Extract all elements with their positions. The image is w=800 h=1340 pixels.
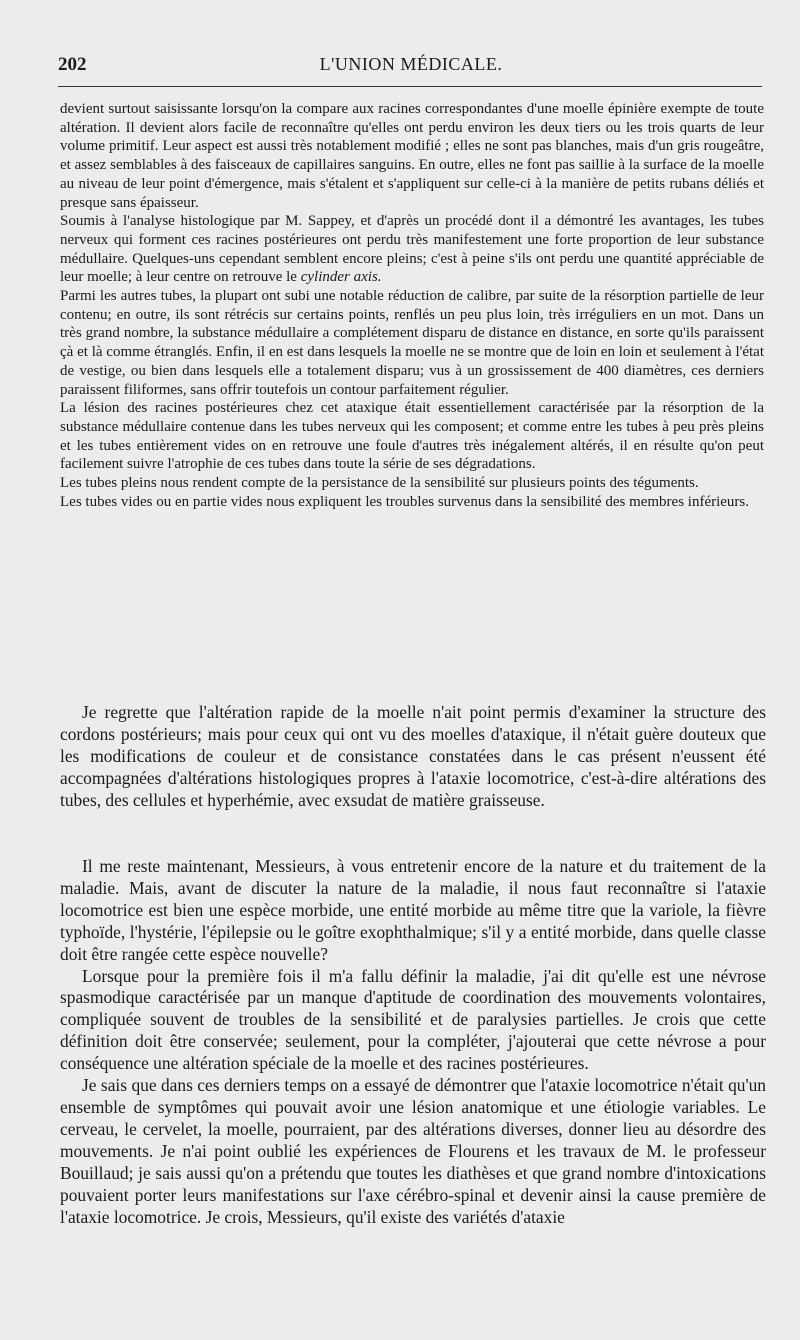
paragraph: Il me reste maintenant, Messieurs, à vous entretenir encore de la nature et du traitement de la maladie. Mais, avant de discuter la nature de la maladie, il nous faut reconnaître si l'ataxie locomotrice est bien une espèce morbide, une entité morbide au même titre que la variole, la fièvre typhoïde, l'hystérie, l'épilepsie ou le goître exophthalmique; s'il y a entité morbide, dans quelle classe doit être rangée cette espèce nouvelle? xyxy=(60,856,766,964)
paragraph: La lésion des racines postérieures chez cet ataxique était essentiellement caractérisée par la résorption de la substance médullaire contenue dans les tubes nerveux qui les composent; et comme entre les tubes à peu près pleins et les tubes entièrement vides on en retrouve une foule d'autres très inégalement altérés, il en résulte qu'on peut facilement suivre l'atrophie de ces tubes dans toute la série de ses dégradations. xyxy=(60,400,764,473)
paragraph: devient surtout saisissante lorsqu'on la compare aux racines correspondantes d'une moelle épinière exempte de toute altération. Il devient alors facile de reconnaître qu'elles ont perdu environ les deux tiers ou les trois quarts de leur volume primitif. Leur aspect est aussi très notablement modifié ; elles ne sont pas blanches, mais d'un gris rougeâtre, et assez semblables à des faisceaux de capillaires sanguins. En outre, elles ne font pas saillie à la surface de la moelle au niveau de leur point d'émergence, mais s'étalent et s'appliquent sur celle-ci à la manière de petits rubans déliés et presque sans épaisseur. xyxy=(60,101,764,211)
paragraph: Parmi les autres tubes, la plupart ont subi une notable réduction de calibre, par suite de la résorption partielle de leur contenu; en outre, ils sont rétrécis sur certains points, renflés un peu plus loin, très irréguliers en un mot. Dans un très grand nombre, la substance médullaire a complétement disparu de distance en distance, en sorte qu'ils paraissent çà et là comme étranglés. Enfin, il en est dans lesquels la moelle ne se montre que de loin en loin et seulement à l'état de vestige, ou bien dans lesquels elle a totalement disparu; vus à un grossissement de 400 diamètres, ces derniers paraissent filiformes, sans offrir toutefois un contour parfaitement régulier. xyxy=(60,288,764,398)
running-title: L'UNION MÉDICALE. xyxy=(319,54,503,74)
small-print-section xyxy=(60,100,764,511)
header-rule xyxy=(58,86,762,87)
paragraph-text: Soumis à l'analyse histologique par M. Sappey, et d'après un procédé dont il a démontré les avantages, les tubes nerveux qui forment ces racines postérieures ont perdu très manifestement une forte proportion de leur substance médullaire. Quelques-uns cependant semblent encore pleins; c'est à peine s'ils ont perdu une quantité appréciable de leur moelle; à leur centre on retrouve le xyxy=(60,213,764,286)
large-print-section-a xyxy=(60,702,766,812)
page-header xyxy=(58,54,764,82)
paragraph: Les tubes vides ou en partie vides nous expliquent les troubles survenus dans la sensibilité des membres inférieurs. xyxy=(60,493,750,510)
paragraph: Lorsque pour la première fois il m'a fallu définir la maladie, j'ai dit qu'elle est une névrose spasmodique caractérisée par un manque d'aptitude de coordination des mouvements volontaires, compliquée souvent de troubles de la sensibilité et de paralysies partielles. Je crois que cette définition doit être conservée; seulement, pour la compléter, j'ajouterai que cette névrose a pour conséquence une altération spéciale de la moelle et des racines postérieures. xyxy=(60,965,766,1074)
page-number: 202 xyxy=(58,54,87,75)
paragraph: Je sais que dans ces derniers temps on a essayé de démontrer que l'ataxie locomotrice n'était qu'un ensemble de symptômes qui pouvait avoir une lésion anatomique et une étiologie variables. Le cerveau, le cervelet, la moelle, pourraient, par des altérations diverses, donner lieu au désordre des mouvements. Je n'ai point oublié les expériences de Flourens et les travaux de M. le professeur Bouillaud; je sais aussi qu'on a prétendu que toutes les diathèses et que grand nombre d'intoxications pouvaient porter leurs manifestations sur l'axe cérébro-spinal et devenir ainsi la cause première de l'ataxie locomotrice. Je crois, Messieurs, qu'il existe des variétés d'ataxie xyxy=(60,1075,766,1227)
paragraph: Je regrette que l'altération rapide de la moelle n'ait point permis d'examiner la structure des cordons postérieurs; mais pour ceux qui ont vu des moelles d'ataxique, il n'était guère douteux que les modifications de couleur et de consistance constatées dans le cas présent n'eussent été accompagnées d'altérations histologiques propres à l'ataxie locomotrice, c'est-à-dire altérations des tubes, des cellules et hyperhémie, avec exsudat de matière graisseuse. xyxy=(60,702,766,810)
italic-term: cylinder axis. xyxy=(300,269,382,286)
paragraph xyxy=(60,212,764,287)
paragraph: Les tubes pleins nous rendent compte de la persistance de la sensibilité sur plusieurs points des téguments. xyxy=(60,475,699,492)
large-print-section-b xyxy=(60,856,766,1228)
